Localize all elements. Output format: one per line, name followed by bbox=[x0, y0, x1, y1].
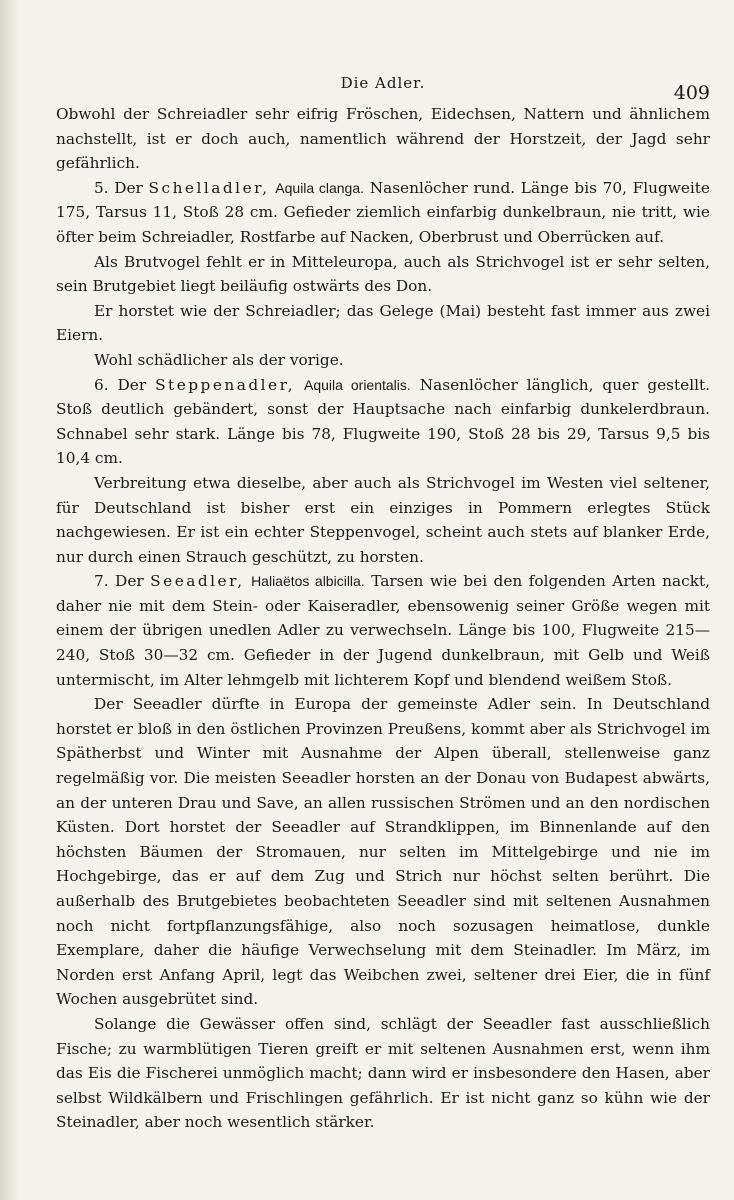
page-spine-shadow bbox=[0, 0, 20, 1200]
paragraph-seeadler-food: Solange die Gewässer offen sind, schlägt der Seeadler fast ausschließlich Fische; zu warmblütigen Tieren greift er mit seltenen Ausnahmen erst, wenn ihm das Eis die Fischerei unmöglich macht; dann wird er insbesondere den Hasen, aber selbst Wildkälbern und Frischlingen gefährlich. Er ist nicht ganz so kühn wie der Steinadler, aber noch wesentlich stärker. bbox=[56, 1014, 710, 1132]
entry-number: 6. Der bbox=[94, 375, 147, 394]
running-head bbox=[56, 70, 710, 104]
species-description: Nasenlöcher rund. Länge bis 70, Flugweite 175, Tarsus 11, Stoß 28 cm. Gefieder ziemlich einfarbig dunkelbraun, nie tritt, wie öfter beim Schreiadler, Rostfarbe auf Nacken, Oberbrust und Oberrücken auf. bbox=[56, 178, 710, 246]
page-number: 409 bbox=[673, 82, 710, 104]
paragraph-seeadler-range: Der Seeadler dürfte in Europa der gemeinste Adler sein. In Deutschland horstet er bloß in den östlichen Provinzen Preußens, kommt aber als Strichvogel im Spätherbst und Winter mit Ausnahme der Alpen überall, stellenweise ganz regelmäßig vor. Die meisten Seeadler horsten an der Donau von Budapest abwärts, an der unteren Drau und Save, an allen russischen Strömen und an den nordischen Küsten. Dort horstet der Seeadler auf Strandklippen, im Binnenlande auf den höchsten Bäumen der Stromauen, nur selten im Mittelgebirge und nie im Hochgebirge, das er auf dem Zug und Strich nur höchst selten berührt. Die außerhalb des Brutgebietes beobachteten Seeadler sind mit seltenen Ausnahmen noch nicht fortpflanzungsfähige, also noch sozusagen heimatlose, dunkle Exemplare, daher die häufige Verwechselung mit dem Steinadler. Im März, im Norden erst Anfang April, legt das Weibchen zwei, seltener drei Eier, die in fünf Wochen ausgebrütet sind. bbox=[56, 695, 710, 1009]
species-description: Tarsen wie bei den folgenden Arten nackt, daher nie mit dem Stein- oder Kaiseradler, ebensowenig seiner Größe wegen mit einem der übrigen unedlen Adler zu verwechseln. Länge bis 100, Flugweite 215—240, Stoß 30—32 cm. Gefieder in der Jugend dunkelbraun, mit Gelb und Weiß untermischt, im Alter lehmgelb mit lichterem Kopf und blendend weißem Stoß. bbox=[56, 572, 710, 689]
entry-number: 7. Der bbox=[94, 572, 144, 591]
paragraph-schelladler-range: Als Brutvogel fehlt er in Mitteleuropa, auch als Strichvogel ist er sehr selten, sein Brutgebiet liegt beiläufig ostwärts des Don. bbox=[56, 252, 710, 296]
running-title: Die Adler. bbox=[340, 74, 426, 92]
latin-name: Haliaëtos albicilla. bbox=[251, 573, 365, 590]
species-description: Nasenlöcher länglich, quer gestellt. Stoß deutlich gebändert, sonst der Hauptsache nach einfarbig dunkelerdbraun. Schnabel sehr stark. Länge bis 78, Flugweite 190, Stoß 28 bis 29, Tarsus 9,5 bis 10,4 cm. bbox=[56, 375, 711, 468]
paragraph-steppenadler-range: Verbreitung etwa dieselbe, aber auch als Strichvogel im Westen viel seltener, für Deutschland ist bisher erst ein einziges in Pommern erlegtes Stück nachgewiesen. Er ist ein echter Steppenvogel, scheint auch stets auf blanker Erde, nur durch einen Strauch geschützt, zu horsten. bbox=[56, 473, 710, 566]
entry-seeadler bbox=[56, 569, 710, 692]
entry-number: 5. Der bbox=[94, 178, 143, 197]
latin-name: Aquila orientalis. bbox=[304, 376, 411, 393]
entry-steppenadler bbox=[56, 373, 710, 471]
species-name: Seeadler, bbox=[150, 572, 245, 591]
paragraph-schelladler-harm: Wohl schädlicher als der vorige. bbox=[94, 350, 344, 369]
latin-name: Aquila clanga. bbox=[275, 179, 365, 196]
paragraph-schelladler-nest: Er horstet wie der Schreiadler; das Gelege (Mai) besteht fast immer aus zwei Eiern. bbox=[56, 301, 710, 345]
species-name: Steppenadler, bbox=[155, 375, 296, 394]
paragraph-schreiadler-prey: Obwohl der Schreiadler sehr eifrig Fröschen, Eidechsen, Nattern und ähnlichem nachstellt, ist er doch auch, namentlich während der Horstzeit, der Jagd sehr gefährlich. bbox=[56, 105, 710, 173]
entry-schelladler bbox=[56, 176, 710, 250]
species-name: Schelladler, bbox=[148, 178, 270, 197]
body-text bbox=[56, 102, 710, 1135]
